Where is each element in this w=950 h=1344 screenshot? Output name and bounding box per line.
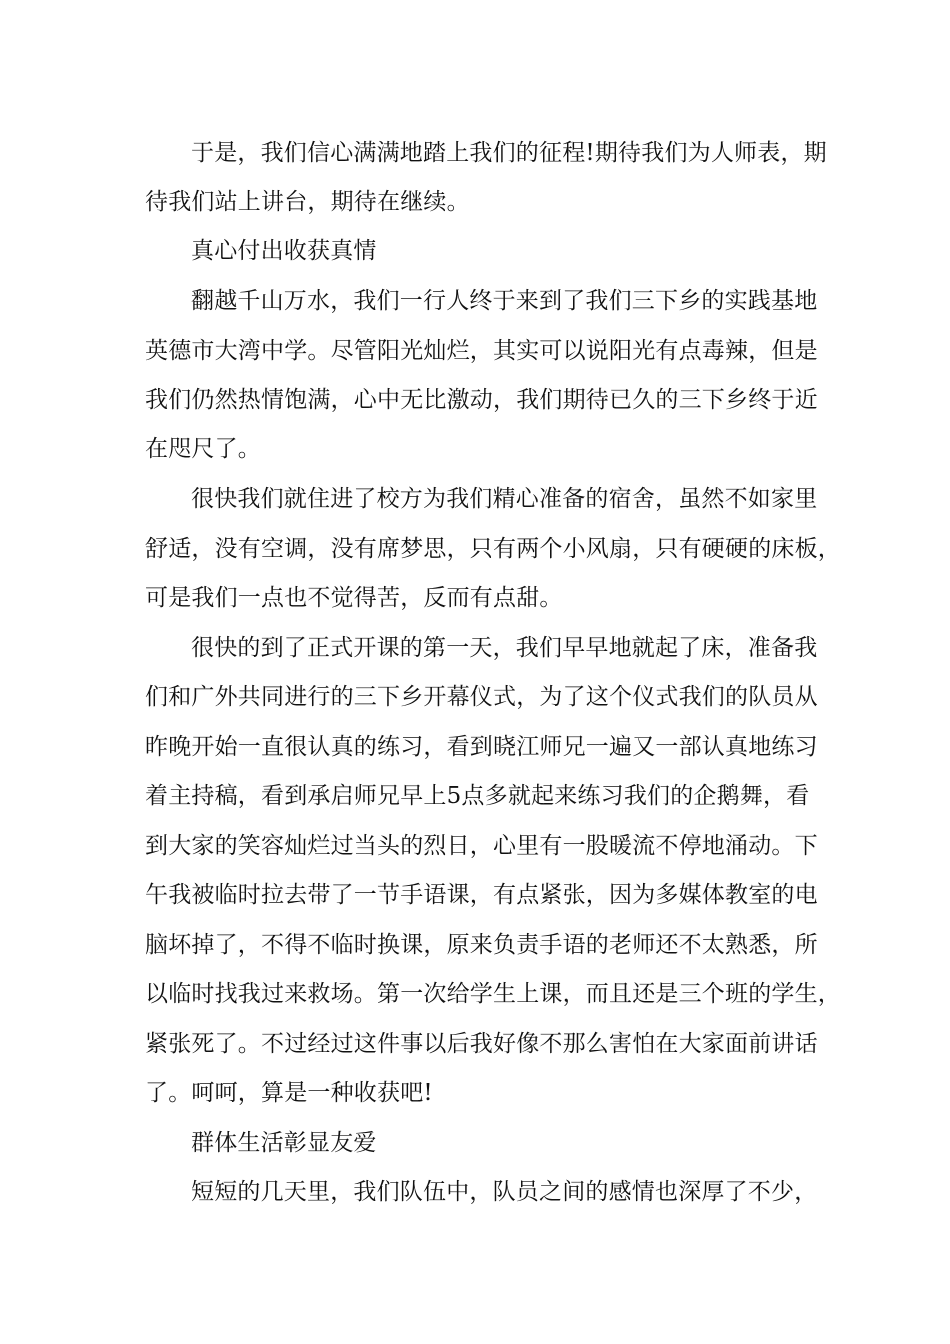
paragraph-line: 脑坏掉了，不得不临时换课，原来负责手语的老师还不太熟悉，所 — [145, 932, 818, 958]
paragraph-line: 英德市大湾中学。尽管阳光灿烂，其实可以说阳光有点毒辣，但是 — [145, 338, 818, 364]
paragraph-line: 于是，我们信心满满地踏上我们的征程!期待我们为人师表，期 — [191, 140, 827, 166]
paragraph-line: 短短的几天里，我们队伍中，队员之间的感情也深厚了不少， — [191, 1179, 818, 1205]
paragraph-line: 以临时找我过来救场。第一次给学生上课，而且还是三个班的学生， — [145, 981, 841, 1007]
paragraph-line: 可是我们一点也不觉得苦，反而有点甜。 — [145, 585, 563, 611]
paragraph-line: 很快的到了正式开课的第一天，我们早早地就起了床，准备我 — [191, 635, 818, 661]
paragraph-line: 昨晚开始一直很认真的练习，看到晓江师兄一遍又一部认真地练习 — [145, 734, 818, 760]
paragraph-line: 待我们站上讲台，期待在继续。 — [145, 189, 470, 215]
paragraph-line: 舒适，没有空调，没有席梦思，只有两个小风扇，只有硬硬的床板， — [145, 536, 841, 562]
paragraph-line: 我们仍然热情饱满，心中无比激动，我们期待已久的三下乡终于近 — [145, 387, 818, 413]
section-heading: 群体生活彰显友爱 — [191, 1130, 377, 1156]
paragraph-line: 着主持稿，看到承启师兄早上5点多就起来练习我们的企鹅舞，看 — [145, 783, 810, 809]
paragraph-line: 了。呵呵，算是一种收获吧! — [145, 1080, 433, 1106]
paragraph-line: 很快我们就住进了校方为我们精心准备的宿舍，虽然不如家里 — [191, 486, 818, 512]
section-heading: 真心付出收获真情 — [191, 238, 377, 264]
paragraph-line: 午我被临时拉去带了一节手语课，有点紧张，因为多媒体教室的电 — [145, 882, 818, 908]
paragraph-line: 在咫尺了。 — [145, 436, 261, 462]
paragraph-line: 紧张死了。不过经过这件事以后我好像不那么害怕在大家面前讲话 — [145, 1031, 818, 1057]
paragraph-line: 们和广外共同进行的三下乡开幕仪式，为了这个仪式我们的队员从 — [145, 684, 818, 710]
paragraph-line: 到大家的笑容灿烂过当头的烈日，心里有一股暖流不停地涌动。下 — [145, 833, 818, 859]
paragraph-line: 翻越千山万水，我们一行人终于来到了我们三下乡的实践基地 — [191, 288, 818, 314]
